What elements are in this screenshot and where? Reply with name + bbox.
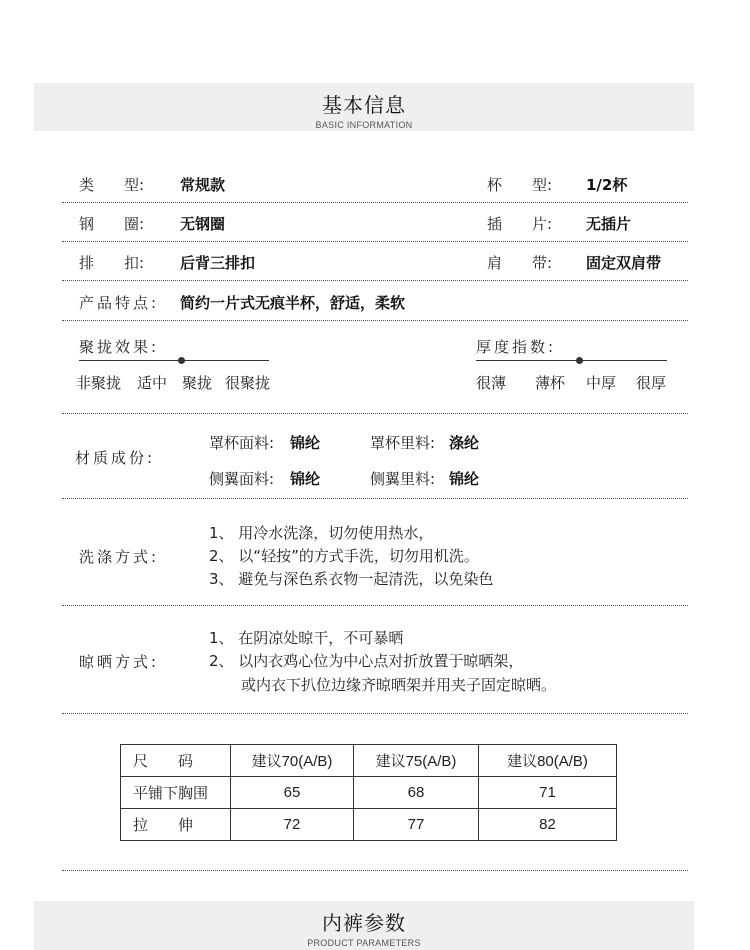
feature-value: 简约一片式无痕半杯，舒适，柔软 [180, 294, 406, 312]
table-cell: 平铺下胸围 [121, 777, 231, 809]
insert-value: 无插片 [586, 215, 632, 233]
table-header-cell: 建议80(A/B) [479, 745, 617, 777]
cup-lining-label: 罩杯里料: [370, 434, 436, 452]
cup-lining-value: 涤纶 [449, 434, 480, 452]
basic-info-subtitle: BASIC INFORMATION [315, 120, 413, 130]
thickness-scale-marker [576, 357, 583, 364]
wing-lining-value: 锦纶 [449, 470, 480, 488]
table-row [121, 777, 617, 809]
drying-label: 晾晒方式: [79, 653, 160, 671]
table-header-cell: 尺 码 [121, 745, 231, 777]
wing-face-label: 侧翼面料: [209, 470, 275, 488]
strap-label: 肩 带: [487, 254, 553, 272]
thickness-scale-line [476, 360, 667, 361]
divider [62, 605, 688, 606]
drying-line: 1、 在阴凉处晾干，不可暴晒 [209, 629, 404, 647]
cup-face-label: 罩杯面料: [209, 434, 275, 452]
gather-label: 聚拢效果: [79, 338, 160, 356]
gather-option: 很聚拢 [225, 374, 271, 392]
divider [62, 241, 688, 242]
cup-face-value: 锦纶 [290, 434, 321, 452]
table-header-cell: 建议75(A/B) [354, 745, 479, 777]
gather-scale-marker [178, 357, 185, 364]
table-cell: 72 [231, 809, 354, 841]
gather-scale-line [79, 360, 269, 361]
strap-value: 固定双肩带 [586, 254, 662, 272]
basic-info-title: 基本信息 [322, 93, 406, 117]
drying-line: 2、 以内衣鸡心位为中心点对折放置于晾晒架， [209, 652, 524, 670]
clasp-label: 排 扣: [79, 254, 145, 272]
panties-title: 内裤参数 [322, 911, 406, 935]
wing-lining-label: 侧翼里料: [370, 470, 436, 488]
divider [62, 870, 688, 871]
wire-value: 无钢圈 [180, 215, 226, 233]
divider [62, 202, 688, 203]
gather-option: 非聚拢 [76, 374, 122, 392]
panties-subtitle: PRODUCT PARAMETERS [307, 938, 421, 948]
divider [62, 713, 688, 714]
thickness-option: 很薄 [476, 374, 507, 392]
washing-line: 3、 避免与深色系衣物一起清洗，以免染色 [209, 570, 494, 588]
insert-label: 插 片: [487, 215, 553, 233]
panties-banner [34, 901, 694, 950]
divider [62, 498, 688, 499]
table-cell: 拉 伸 [121, 809, 231, 841]
thickness-option: 薄杯 [535, 374, 566, 392]
thickness-option: 很厚 [636, 374, 667, 392]
cup-label: 杯 型: [487, 176, 553, 194]
feature-label: 产品特点: [79, 294, 160, 312]
washing-line: 2、 以“轻按”的方式手洗，切勿用机洗。 [209, 547, 479, 565]
basic-info-banner [34, 83, 694, 131]
table-cell: 82 [479, 809, 617, 841]
divider [62, 413, 688, 414]
cup-value: 1/2杯 [586, 176, 628, 194]
table-row [121, 809, 617, 841]
thickness-option: 中厚 [586, 374, 617, 392]
washing-label: 洗涤方式: [79, 548, 160, 566]
size-table [120, 744, 617, 841]
washing-line: 1、 用冷水洗涤，切勿使用热水， [209, 524, 434, 542]
table-cell: 68 [354, 777, 479, 809]
wire-label: 钢 圈: [79, 215, 145, 233]
divider [62, 280, 688, 281]
gather-option: 适中 [137, 374, 168, 392]
divider [62, 320, 688, 321]
thickness-label: 厚度指数: [476, 338, 557, 356]
table-cell: 65 [231, 777, 354, 809]
table-cell: 77 [354, 809, 479, 841]
material-label: 材质成份: [75, 449, 156, 467]
clasp-value: 后背三排扣 [180, 254, 256, 272]
type-value: 常规款 [180, 176, 226, 194]
wing-face-value: 锦纶 [290, 470, 321, 488]
type-label: 类 型: [79, 176, 145, 194]
drying-line: 或内衣下扒位边缘齐晾晒架并用夹子固定晾晒。 [241, 676, 557, 694]
gather-option: 聚拢 [182, 374, 213, 392]
table-header-cell: 建议70(A/B) [231, 745, 354, 777]
table-cell: 71 [479, 777, 617, 809]
table-header-row [121, 745, 617, 777]
